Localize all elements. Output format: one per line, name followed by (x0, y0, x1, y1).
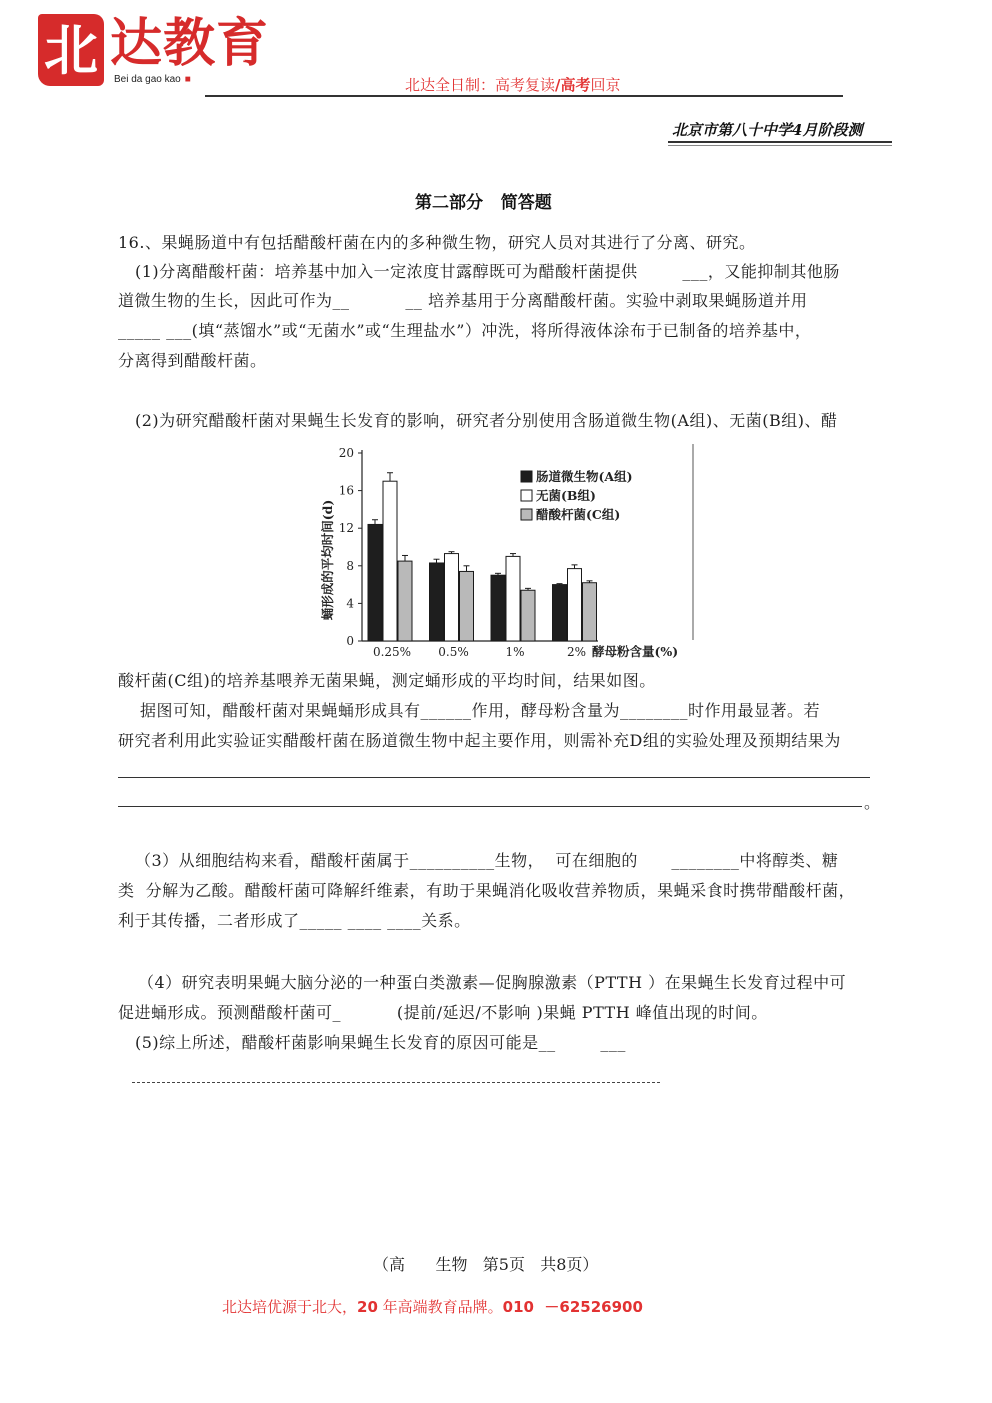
q16-part2-line-3: 据图可知，醋酸杆菌对果蝇蛹形成具有______作用，酵母粉含量为________时作用最显著。若 (140, 701, 821, 720)
q16-part2-line-2: 酸杆菌(C组)的培养基喂养无菌果蝇，测定蛹形成的平均时间，结果如图。 (118, 671, 656, 690)
footer-ad-part-3: 年高端教育品牌。 (377, 1298, 503, 1316)
data-bar-s1-c1 (445, 554, 459, 641)
y-tick-label-4: 16 (338, 483, 354, 498)
footer-ad-years: 20 (357, 1298, 378, 1316)
footer-advert (222, 1298, 643, 1316)
legend-label-c: 醋酸杆菌(C组) (536, 507, 621, 522)
q16-part1-line-2: 道微生物的生长，因此可作为__ __ 培养基用于分离醋酸杆菌。实验中剥取果蝇肠道并用 (118, 291, 808, 310)
school-header-rule (668, 141, 892, 143)
banner-part-3: 回京 (590, 76, 621, 94)
x-category-label-2: 1% (505, 645, 525, 659)
data-bar-s2-c0 (398, 561, 412, 641)
q16-part5-line: (5)综上所述，醋酸杆菌影响果蝇生长发育的原因可能是__ ___ (135, 1033, 626, 1052)
legend (521, 469, 633, 522)
answer-blank-line-part5 (132, 1082, 660, 1083)
data-bar-s1-c0 (383, 481, 397, 641)
school-exam-header: 北京市第八十中学4月阶段测 (672, 121, 863, 139)
legend-swatch-a (521, 471, 532, 482)
pupation-time-bar-chart (310, 440, 710, 665)
data-bar-s2-c2 (521, 590, 535, 641)
y-tick-label-3: 12 (338, 521, 354, 536)
q16-part2-line-4: 研究者利用此实验证实醋酸杆菌在肠道微生物中起主要作用，则需补充D组的实验处理及预期结果为 (118, 731, 841, 750)
data-bar-s0-c0 (368, 524, 382, 641)
section-title: 第二部分 简答题 (415, 193, 552, 213)
answer-blank-line-1 (118, 777, 870, 778)
footer-ad-phone: 010 －62526900 (502, 1298, 643, 1316)
q16-part1-line-3: _____ ___(填“蒸馏水”或“无菌水”或“生理盐水”）冲洗，将所得液体涂布于已制备的培养基中， (118, 321, 812, 340)
y-tick-label-0: 0 (346, 634, 354, 648)
q16-part3-line-1: （3）从细胞结构来看，醋酸杆菌属于__________生物， 可在细胞的 ________中将醇类、糖 (135, 851, 839, 870)
y-tick-label-2: 8 (346, 558, 354, 573)
page-footer: （高 生物 第5页 共8页） (373, 1255, 599, 1274)
q16-part2-line-1: (2)为研究醋酸杆菌对果蝇生长发育的影响，研究者分别使用含肠道微生物(A组)、无菌(B组)、醋 (135, 411, 838, 430)
y-axis-label: 蛹形成的平均时间(d) (320, 499, 335, 621)
logo-square-icon: ■ (184, 74, 191, 85)
legend-swatch-c (521, 509, 532, 520)
q16-part3-line-2: 类 分解为乙酸。醋酸杆菌可降解纤维素，有助于果蝇消化吸收营养物质，果蝇采食时携带醋酸杆菌， (118, 881, 856, 900)
header-banner (405, 76, 621, 94)
q16-part4-line-1: （4）研究表明果蝇大脑分泌的一种蛋白类激素—促胸腺激素（PTTH ）在果蝇生长发育过程中可 (138, 973, 847, 992)
y-tick-label-5: 20 (338, 446, 354, 460)
data-bar-s1-c3 (568, 569, 582, 641)
header-rule (205, 95, 843, 97)
y-tick-label-1: 4 (346, 596, 354, 611)
logo-pinyin-text: Bei da gao kao (114, 74, 181, 85)
logo-pinyin (114, 74, 191, 86)
data-bar-s0-c2 (491, 575, 505, 641)
legend-label-a: 肠道微生物(A组) (536, 469, 633, 484)
data-bar-s0-c3 (553, 585, 567, 641)
q16-part1-line-1: (1)分离醋酸杆菌：培养基中加入一定浓度甘露醇既可为醋酸杆菌提供 ___，又能抑制其他肠 (135, 262, 840, 281)
x-category-label-3: 2% (566, 645, 587, 659)
banner-part-1: 北达全日制：高考复读 (405, 76, 556, 94)
school-header-rule-thin (668, 145, 892, 146)
data-bar-s1-c2 (506, 556, 520, 641)
answer-blank-line-2 (118, 806, 862, 807)
logo-name: 达教育 (110, 13, 270, 74)
x-category-label-0: 0.25% (372, 645, 412, 659)
x-category-label-1: 0.5% (438, 645, 469, 659)
banner-part-2: /高考 (555, 76, 591, 94)
q16-part1-line-4: 分离得到醋酸杆菌。 (118, 351, 267, 370)
data-bar-s0-c1 (430, 563, 444, 641)
x-axis-label: 酵母粉含量(%) (592, 644, 679, 659)
logo-mark-char: 北 (44, 18, 98, 82)
footer-ad-part-1: 北达培优源于北大， (222, 1298, 358, 1316)
data-bar-s2-c3 (583, 583, 597, 641)
q16-intro: 16.、果蝇肠道中有包括醋酸杆菌在内的多种微生物，研究人员对其进行了分离、研究。 (118, 233, 756, 252)
legend-label-b: 无菌(B组) (536, 488, 596, 503)
q16-part4-line-2: 促进蛹形成。预测醋酸杆菌可_ (提前/延迟/不影响 )果蝇 PTTH 峰值出现的时间。 (118, 1003, 768, 1022)
logo-mark (38, 14, 104, 86)
answer-line-period: 。 (864, 793, 881, 812)
q16-part3-line-3: 利于其传播，二者形成了_____ ____ ____关系。 (118, 911, 471, 930)
data-bar-s2-c1 (460, 571, 474, 641)
legend-swatch-b (521, 490, 532, 501)
